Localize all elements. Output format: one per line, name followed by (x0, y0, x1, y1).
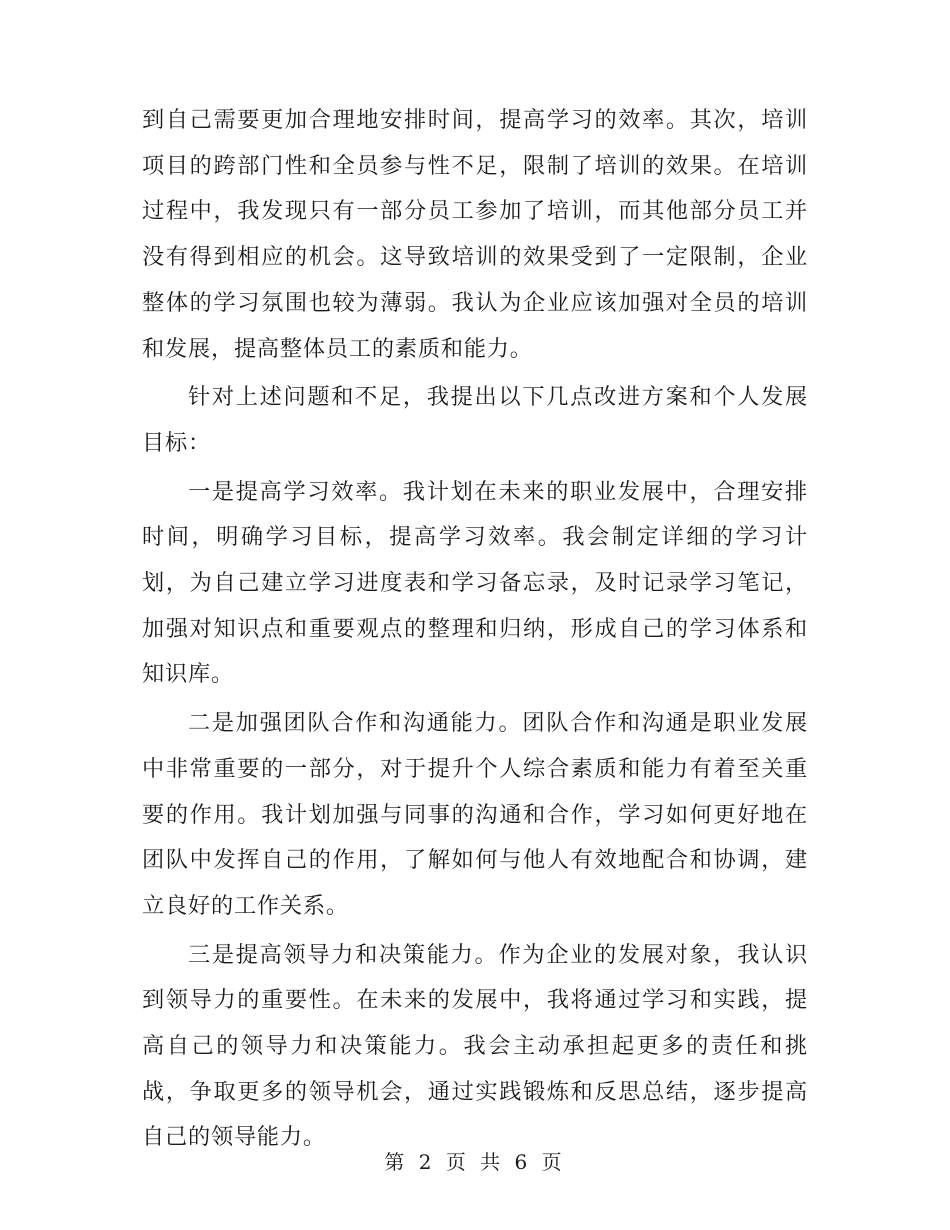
paragraph-goal-teamwork: 二是加强团队合作和沟通能力。团队合作和沟通是职业发展中非常重要的一部分，对于提升个人综合素质和能力有着至关重要的作用。我计划加强与同事的沟通和合作，学习如何更好地在团队中发挥自己的作用，了解如何与他人有效地配合和协调，建立良好的工作关系。 (142, 710, 808, 919)
paragraph-continuation: 到自己需要更加合理地安排时间，提高学习的效率。其次，培训项目的跨部门性和全员参与性不足，限制了培训的效果。在培训过程中，我发现只有一部分员工参加了培训，而其他部分员工并没有得到相应的机会。这导致培训的效果受到了一定限制，企业整体的学习氛围也较为薄弱。我认为企业应该加强对全员的培训和发展，提高整体员工的素质和能力。 (142, 107, 808, 362)
paragraph-goal-leadership: 三是提高领导力和决策能力。作为企业的发展对象，我认识到领导力的重要性。在未来的发展中，我将通过学习和实践，提高自己的领导力和决策能力。我会主动承担起更多的责任和挑战，争取更多的领导机会，通过实践锻炼和反思总结，逐步提高自己的领导能力。 (142, 941, 808, 1151)
paragraph-goal-learning-efficiency: 一是提高学习效率。我计划在未来的职业发展中，合理安排时间，明确学习目标，提高学习效率。我会制定详细的学习计划，为自己建立学习进度表和学习备忘录，及时记录学习笔记，加强对知识点和重要观点的整理和归纳，形成自己的学习体系和知识库。 (142, 478, 808, 688)
page-number-footer: 第 2 页 共 6 页 (384, 1150, 566, 1174)
paragraph-intro-goals: 针对上述问题和不足，我提出以下几点改进方案和个人发展目标： (142, 384, 808, 456)
document-body (142, 98, 808, 1164)
